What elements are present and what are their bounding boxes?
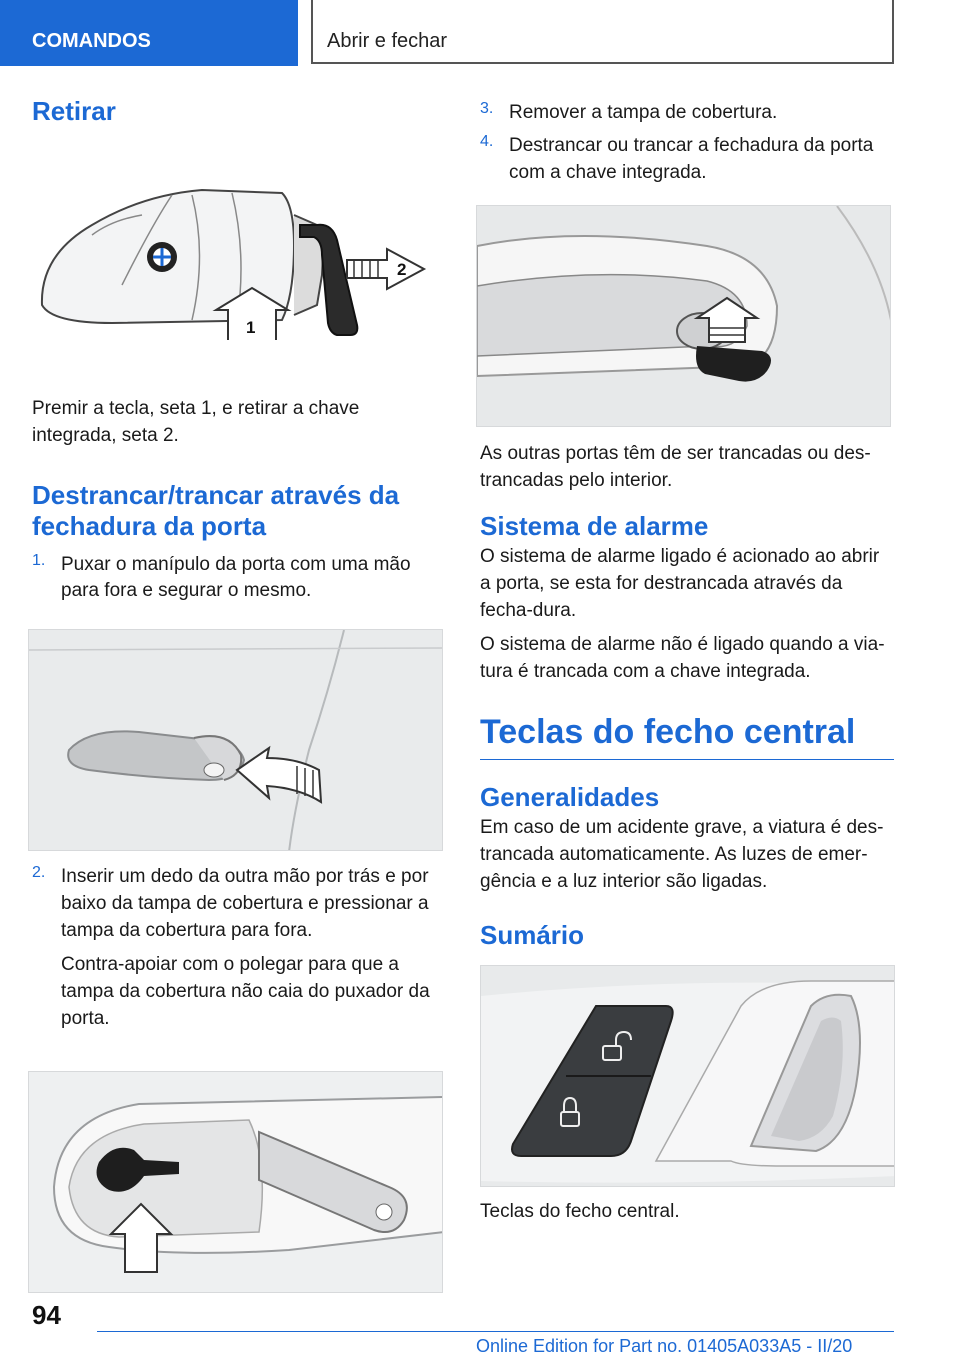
arrow-2-icon [347, 249, 424, 289]
door-handle-pull-illustration [29, 630, 443, 851]
footer-rule [97, 1331, 894, 1332]
step-2-note: Contra-apoiar com o polegar para que a tampa da cobertura não caia do puxador da porta. [61, 954, 430, 1030]
section-header [311, 0, 894, 64]
retirar-text: Premir a tecla, seta 1, e retirar a chave integrada, seta 2. [32, 398, 360, 447]
step-1-number: 1. [32, 551, 46, 569]
step-2-number: 2. [32, 864, 46, 882]
step-2-text: Inserir um dedo da outra mão por trás e por baixo da tampa de cobertura e pressionar a tampa da cobertura para fora. [61, 866, 429, 942]
step-4-text: Destrancar ou trancar a fechadura da porta com a chave integrada. [509, 134, 874, 183]
key-in-lock-figure [476, 205, 891, 427]
cover-cap-illustration [29, 1072, 443, 1293]
page-number: 94 [32, 1300, 61, 1330]
title-rule [480, 759, 894, 760]
step-3 [480, 100, 894, 127]
arrow-1-label: 1 [246, 318, 256, 338]
step-1-text: Puxar o manípulo da porta com uma mão para fora e segurar o mesmo. [61, 553, 411, 602]
step-4-number: 4. [480, 132, 494, 150]
step-3-text: Remover a tampa de cobertura. [509, 102, 778, 123]
central-lock-caption: Teclas do fecho central. [480, 1200, 680, 1222]
key-removal-illustration [32, 145, 443, 341]
alarm-para-2: O sistema de alarme não é ligado quando a via-tura é trancada com a chave integrada. [480, 633, 885, 682]
cover-cap-figure [28, 1071, 443, 1293]
key-removal-figure [32, 145, 443, 341]
summary-heading: Sumário [480, 919, 585, 950]
right-column [480, 100, 894, 1226]
chapter-tab [0, 0, 298, 66]
alarm-para-1: O sistema de alarme ligado é acionado ao abrir a porta, se esta for destrancada através da fecha-dura. [480, 546, 880, 621]
general-heading: Generalidades [480, 781, 660, 812]
central-lock-buttons-figure [480, 965, 895, 1187]
door-handle-pull-figure [28, 629, 443, 851]
left-column [32, 96, 443, 1293]
key-in-lock-illustration [477, 206, 891, 427]
step-1 [32, 552, 443, 606]
section-label: Abrir e fechar [327, 30, 448, 52]
arrow-2-label: 2 [397, 260, 407, 280]
step-3-number: 3. [480, 100, 494, 117]
alarm-heading: Sistema de alarme [480, 510, 709, 541]
retirar-heading: Retirar [32, 96, 116, 126]
door-lock-heading: Destrancar/trancar através da fechadura da porta [32, 480, 400, 542]
central-lock-title: Teclas do fecho central [480, 712, 856, 751]
central-lock-buttons-illustration [481, 966, 895, 1187]
step-4 [480, 133, 894, 187]
edition-text: Online Edition for Part no. 01405A033A5 - II/20 [476, 1336, 853, 1356]
other-doors-text: As outras portas têm de ser trancadas ou des-trancadas pelo interior. [480, 442, 871, 491]
chapter-label: COMANDOS [32, 30, 151, 52]
step-2 [32, 864, 443, 1033]
general-text: Em caso de um acidente grave, a viatura é des-trancada automaticamente. As luzes de emer-gência e a luz interior são ligadas. [480, 816, 884, 892]
